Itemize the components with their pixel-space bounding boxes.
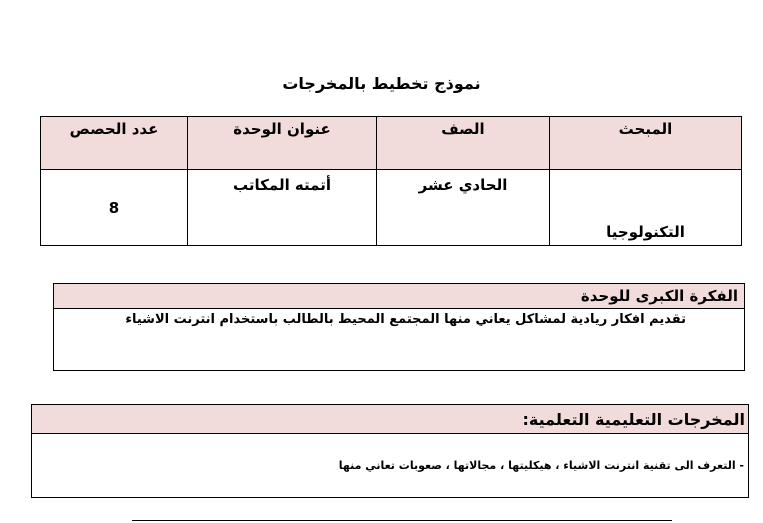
plan-table	[40, 116, 742, 246]
header-unit-title: عنوان الوحدة	[188, 117, 377, 170]
header-lesson-count: عدد الحصص	[41, 117, 188, 170]
learning-outcomes-text: - التعرف الى تقنية انترنت الاشياء ، هيكليتها ، مجالاتها ، صعوبات تعاني منها	[338, 459, 744, 472]
big-idea-text: تقديم افكار ريادية لمشاكل يعاني منها المجتمع المحيط بالطالب باستخدام انترنت الاشياء	[125, 312, 686, 327]
cell-lesson-count: 8	[41, 170, 188, 246]
big-idea-label: الفكرة الكبرى للوحدة	[54, 284, 744, 309]
footer-divider	[132, 520, 672, 521]
table-row	[41, 170, 742, 246]
header-subject: المبحث	[550, 117, 742, 170]
page-title: نموذج تخطيط بالمخرجات	[282, 74, 481, 93]
big-idea-box	[53, 283, 745, 371]
learning-outcomes-box	[31, 404, 749, 498]
table-header-row	[41, 117, 742, 170]
learning-outcomes-label: المخرجات التعليمية التعلمية:	[32, 405, 748, 434]
cell-grade: الحادي عشر	[377, 170, 550, 246]
cell-subject: التكنولوجيا	[550, 170, 742, 246]
header-grade: الصف	[377, 117, 550, 170]
cell-unit-title: أتمته المكاتب	[188, 170, 377, 246]
